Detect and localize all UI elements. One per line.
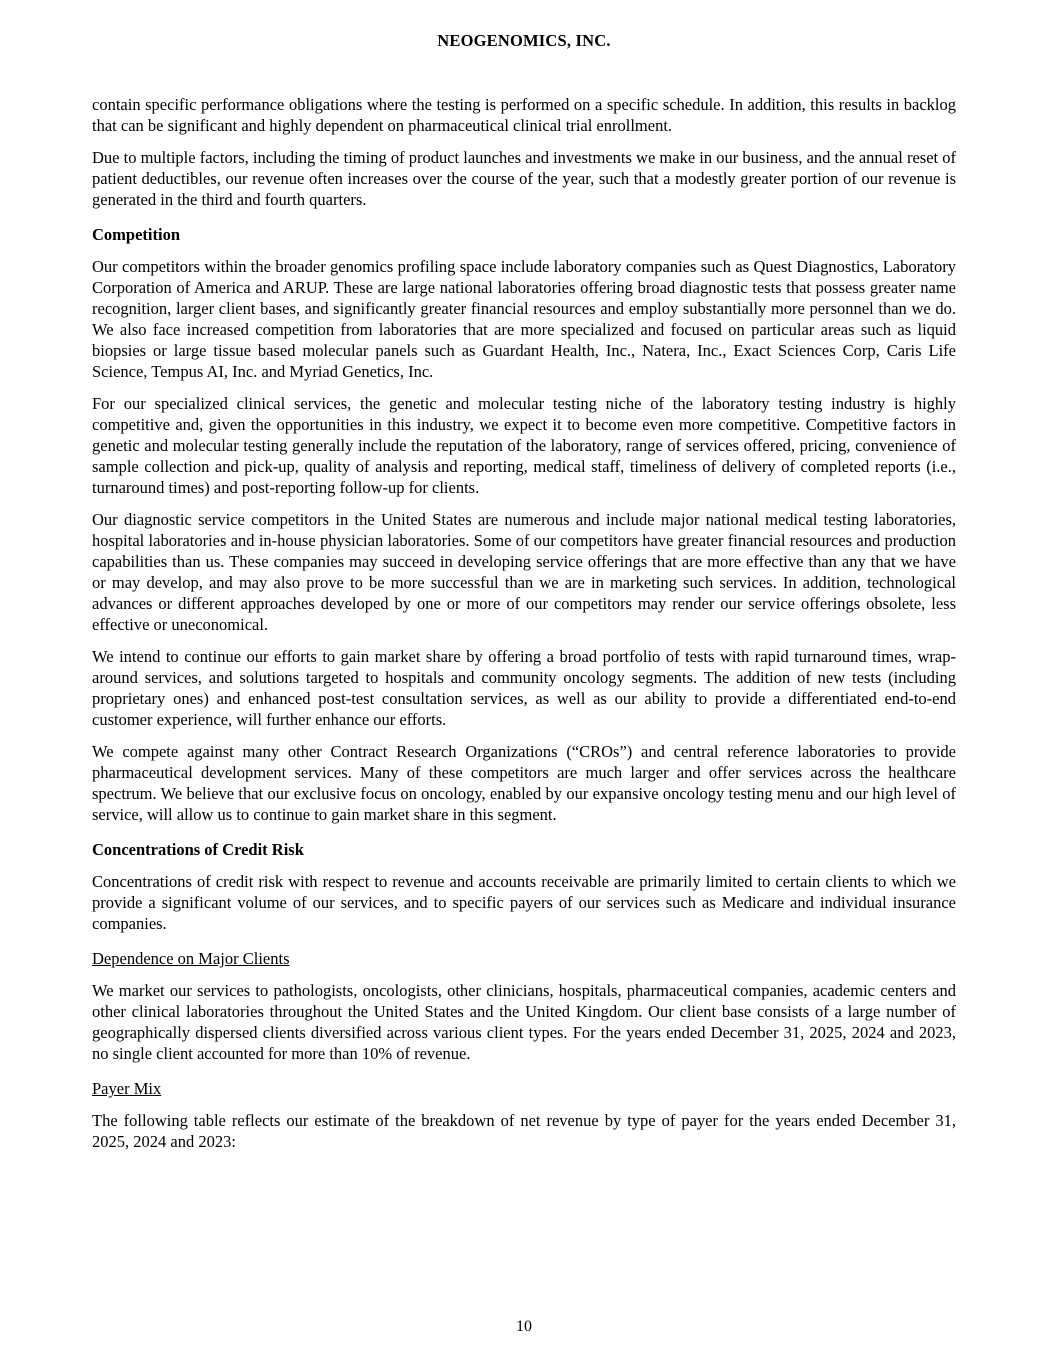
paragraph-competition-3: Our diagnostic service competitors in the United States are numerous and include major national medical testing laboratories, hospital laboratories and in-house physician laboratories. Some of our competitors have greater financial resources and production capabilities than us. These companies may succeed in developing service offerings that are more effective than any that we have or may develop, and may also prove to be more successful than we are in marketing such services. In addition, technological advances or different approaches developed by one or more of our competitors may render our service offerings obsolete, less effective or uneconomical.	[92, 510, 956, 634]
paragraph-competition-1: Our competitors within the broader genomics profiling space include laboratory companies such as Quest Diagnostics, Laboratory Corporation of America and ARUP. These are large national laboratories offering broad diagnostic tests that possess greater name recognition, larger client bases, and significantly greater financial resources and employ substantially more personnel than we do. We also face increased competition from laboratories that are more specialized and focused on particular areas such as liquid biopsies or large tissue based molecular panels such as Guardant Health, Inc., Natera, Inc., Exact Sciences Corp, Caris Life Science, Tempus AI, Inc. and Myriad Genetics, Inc.	[92, 257, 956, 381]
subsection-heading-payer-mix: Payer Mix	[92, 1079, 162, 1098]
paragraph-intro-2: Due to multiple factors, including the timing of product launches and investments we make in our business, and the annual reset of patient deductibles, our revenue often increases over the course of the year, such that a modestly greater portion of our revenue is generated in the third and fourth quarters.	[92, 148, 956, 209]
paragraph-dependence-1: We market our services to pathologists, oncologists, other clinicians, hospitals, pharmaceutical companies, academic centers and other clinical laboratories throughout the United States and the United Kingdom. Our client base consists of a large number of geographically dispersed clients diversified across various client types. For the years ended December 31, 2025, 2024 and 2023, no single client accounted for more than 10% of revenue.	[92, 981, 956, 1063]
paragraph-competition-5: We compete against many other Contract Research Organizations (“CROs”) and central reference laboratories to provide pharmaceutical development services. Many of these competitors are much larger and offer services across the healthcare spectrum. We believe that our exclusive focus on oncology, enabled by our expansive oncology testing menu and our high level of service, will allow us to continue to gain market share in this segment.	[92, 742, 956, 824]
page-number: 10	[516, 1318, 532, 1335]
section-heading-credit-risk: Concentrations of Credit Risk	[92, 840, 304, 859]
paragraph-payer-mix-1: The following table reflects our estimate of the breakdown of net revenue by type of payer for the years ended December 31, 2025, 2024 and 2023:	[92, 1111, 956, 1151]
paragraph-intro-1: contain specific performance obligations where the testing is performed on a specific schedule. In addition, this results in backlog that can be significant and highly dependent on pharmaceutical clinical trial enrollment.	[92, 95, 956, 135]
paragraph-credit-risk-1: Concentrations of credit risk with respect to revenue and accounts receivable are primarily limited to certain clients to which we provide a significant volume of our services, and to specific payers of our services such as Medicare and individual insurance companies.	[92, 872, 956, 933]
section-heading-competition: Competition	[92, 225, 180, 244]
paragraph-competition-2: For our specialized clinical services, the genetic and molecular testing niche of the laboratory testing industry is highly competitive and, given the opportunities in this industry, we expect it to become even more competitive. Competitive factors in genetic and molecular testing generally include the reputation of the laboratory, range of services offered, pricing, convenience of sample collection and pick-up, quality of analysis and reporting, medical staff, timeliness of delivery of completed reports (i.e., turnaround times) and post-reporting follow-up for clients.	[92, 394, 956, 497]
subsection-heading-dependence-on-major-clients: Dependence on Major Clients	[92, 949, 290, 968]
paragraph-competition-4: We intend to continue our efforts to gain market share by offering a broad portfolio of tests with rapid turnaround times, wrap-around services, and solutions targeted to hospitals and community oncology segments. The addition of new tests (including proprietary ones) and enhanced post-test consultation services, as well as our ability to provide a differentiated end-to-end customer experience, will further enhance our efforts.	[92, 647, 956, 729]
document-title: NEOGENOMICS, INC.	[437, 31, 611, 50]
